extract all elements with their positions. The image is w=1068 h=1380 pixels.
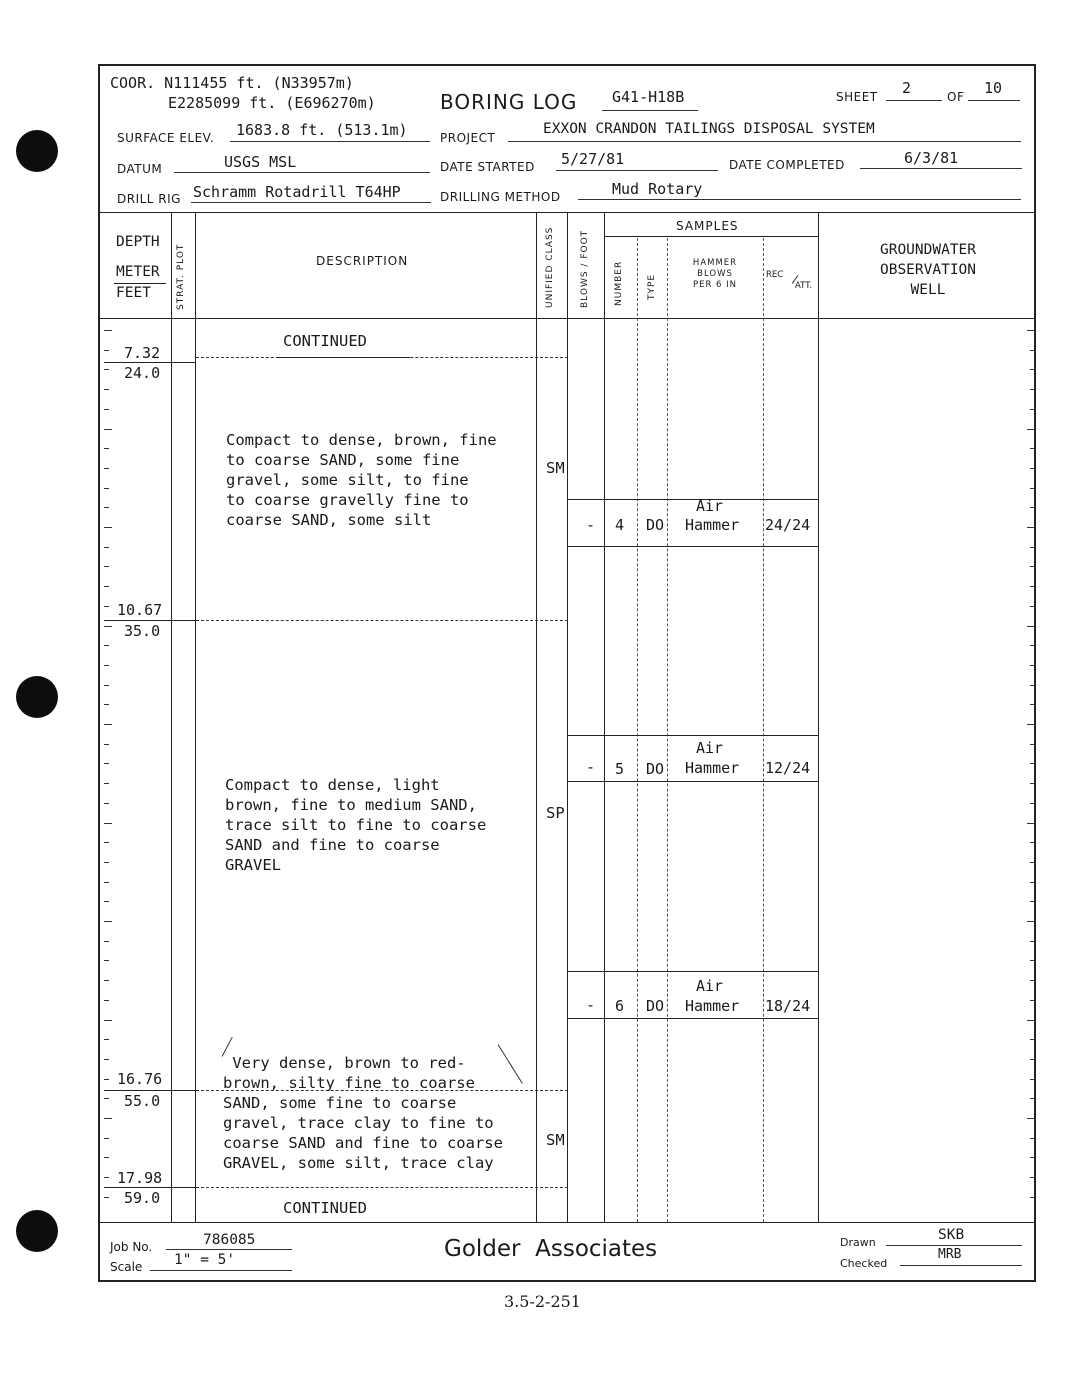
right-scale-tick xyxy=(1030,606,1035,607)
right-scale-tick xyxy=(1030,1098,1035,1099)
col-samples: SAMPLES xyxy=(676,219,739,233)
datum-underline xyxy=(174,172,430,173)
left-scale-tick xyxy=(104,763,109,764)
page-title: BORING LOG xyxy=(440,90,578,114)
right-scale-tick xyxy=(1030,901,1035,902)
sample-5-bottom xyxy=(568,781,818,782)
right-scale-tick xyxy=(1030,488,1035,489)
date-completed-value: 6/3/81 xyxy=(904,149,959,167)
log-id-underline xyxy=(602,110,698,111)
surface-elev-value: 1683.8 ft. (513.1m) xyxy=(236,121,408,139)
right-scale-tick xyxy=(1030,685,1035,686)
left-scale-tick xyxy=(104,862,109,863)
right-scale-tick xyxy=(1027,1020,1035,1021)
sample-5-top xyxy=(568,735,818,736)
left-scale-tick xyxy=(104,645,109,646)
right-scale-tick xyxy=(1030,862,1035,863)
sample-4-hammer-line1: Air xyxy=(696,497,724,515)
sample-6-hammer-line2: Hammer xyxy=(685,997,740,1015)
layer-3-class: SM xyxy=(546,1131,565,1149)
layer-1-description: Compact to dense, brown, fine to coarse SAND, some fine gravel, some silt, to fine to coarse gravelly fine to coarse SAND, some silt xyxy=(226,431,497,529)
punch-hole-middle xyxy=(16,676,58,718)
scale-underline xyxy=(150,1270,292,1271)
layer-2-description: Compact to dense, light brown, fine to medium SAND, trace silt to fine to coarse SAND and fine to coarse GRAVEL xyxy=(225,776,487,874)
left-scale-tick xyxy=(104,389,109,390)
right-scale-tick xyxy=(1030,1177,1035,1178)
sample-4-hammer-line2: Hammer xyxy=(685,516,740,534)
left-scale-tick xyxy=(104,606,109,607)
col-meter: METER xyxy=(116,264,160,280)
right-scale-tick xyxy=(1030,507,1035,508)
left-scale-tick xyxy=(104,842,109,843)
right-scale-tick xyxy=(1030,389,1035,390)
left-scale-tick xyxy=(104,665,109,666)
sheet-number: 2 xyxy=(902,79,912,97)
right-scale-tick xyxy=(1030,941,1035,942)
layer-2-class: SP xyxy=(546,804,565,822)
depth-1-divider xyxy=(104,362,196,363)
drill-rig-label: DRILL RIG xyxy=(117,192,181,206)
right-scale-tick xyxy=(1027,626,1035,627)
coordinates-north: COOR. N111455 ft. (N33957m) xyxy=(110,74,354,92)
date-completed-underline xyxy=(860,168,1022,169)
left-scale-tick xyxy=(104,507,109,508)
left-scale-tick xyxy=(104,960,109,961)
boundary-sm-sp xyxy=(196,620,568,621)
depth-2-feet: 35.0 xyxy=(124,622,161,640)
col-gw-line3: WELL xyxy=(910,282,946,298)
sample-5-type: DO xyxy=(646,760,665,778)
sample-5-number: 5 xyxy=(615,760,625,778)
right-scale-tick xyxy=(1027,724,1035,725)
samples-header-line xyxy=(604,236,818,237)
punch-hole-top xyxy=(16,130,58,172)
left-scale-tick xyxy=(104,1059,109,1060)
right-scale-tick xyxy=(1027,429,1035,430)
left-scale-tick xyxy=(104,488,109,489)
sample-6-top xyxy=(568,971,818,972)
right-scale-tick xyxy=(1027,823,1035,824)
drilling-method-underline xyxy=(578,199,1021,200)
date-completed-label: DATE COMPLETED xyxy=(729,158,845,172)
surface-elev-label: SURFACE ELEV. xyxy=(117,131,215,145)
right-scale-tick xyxy=(1027,527,1035,528)
job-number-underline xyxy=(166,1249,292,1250)
depth-1-feet: 24.0 xyxy=(124,364,161,382)
right-scale-tick xyxy=(1027,330,1035,331)
left-scale-tick xyxy=(104,1020,112,1021)
number-left-line xyxy=(604,212,605,1222)
footer-separator xyxy=(99,1222,1035,1223)
sheet-label: SHEET xyxy=(836,90,878,104)
sheet-total-underline xyxy=(968,100,1020,101)
right-scale-tick xyxy=(1030,1079,1035,1080)
col-gw-line2: OBSERVATION xyxy=(879,262,977,278)
left-scale-tick xyxy=(104,803,109,804)
right-scale-tick xyxy=(1030,665,1035,666)
col-rec: REC xyxy=(766,270,784,280)
punch-hole-bottom xyxy=(16,1210,58,1252)
left-scale-tick xyxy=(104,626,112,627)
right-scale-tick xyxy=(1030,980,1035,981)
rec-left-line xyxy=(763,238,764,1222)
checked-by: MRB xyxy=(938,1247,962,1262)
sample-6-bottom xyxy=(568,1018,818,1019)
col-hammer-line2: BLOWS xyxy=(697,269,733,279)
col-strat-plot: STRAT. PLOT xyxy=(176,243,186,310)
left-scale-tick xyxy=(104,566,109,567)
right-scale-tick xyxy=(1030,586,1035,587)
left-scale-tick xyxy=(104,921,112,922)
col-description: DESCRIPTION xyxy=(316,254,409,268)
right-scale-tick xyxy=(1030,547,1035,548)
right-scale-tick xyxy=(1030,566,1035,567)
left-scale-tick xyxy=(104,685,109,686)
left-scale-tick xyxy=(104,1039,109,1040)
left-scale-tick xyxy=(104,901,109,902)
sample-5-blows: - xyxy=(586,758,596,776)
class-left-line xyxy=(536,212,537,1222)
sample-5-hammer-line2: Hammer xyxy=(685,759,740,777)
sheet-total: 10 xyxy=(984,79,1003,97)
drill-rig-value: Schramm Rotadrill T64HP xyxy=(193,183,401,201)
right-scale-tick xyxy=(1030,803,1035,804)
drilling-method-value: Mud Rotary xyxy=(612,180,703,198)
drawn-by: SKB xyxy=(938,1227,965,1243)
left-scale-tick xyxy=(104,941,109,942)
right-scale-tick xyxy=(1027,921,1035,922)
left-scale-tick xyxy=(104,980,109,981)
boundary-bottom xyxy=(196,1187,568,1188)
col-gw-line1: GROUNDWATER xyxy=(879,242,977,258)
left-scale-tick xyxy=(104,369,109,370)
sample-4-rec: 24/24 xyxy=(765,516,811,534)
left-scale-tick xyxy=(104,704,109,705)
left-scale-tick xyxy=(104,586,109,587)
project-underline xyxy=(508,141,1021,142)
col-type: TYPE xyxy=(647,273,657,300)
datum-value: USGS MSL xyxy=(224,153,297,171)
drill-rig-underline xyxy=(191,202,431,203)
sample-5-hammer-line1: Air xyxy=(696,739,724,757)
sample-4-blows: - xyxy=(586,516,596,534)
col-hammer-blows xyxy=(670,258,760,291)
date-started-value: 5/27/81 xyxy=(561,150,625,168)
continued-top: CONTINUED xyxy=(283,332,367,350)
continued-bottom: CONTINUED xyxy=(283,1199,367,1217)
right-scale-tick xyxy=(1030,744,1035,745)
sample-4-bottom xyxy=(568,546,818,547)
col-groundwater xyxy=(822,240,1034,300)
left-scale-tick xyxy=(104,882,109,883)
depth-3-meter: 16.76 xyxy=(117,1070,163,1088)
depth-3-feet: 55.0 xyxy=(124,1092,161,1110)
continued-top-underline xyxy=(276,357,410,358)
col-unified-class: UNIFIED CLASS xyxy=(545,226,555,308)
right-scale-tick xyxy=(1030,1157,1035,1158)
left-scale-tick xyxy=(104,468,109,469)
sample-4-top xyxy=(568,499,818,500)
right-scale-tick xyxy=(1030,1000,1035,1001)
depth-4-meter: 17.98 xyxy=(117,1169,163,1187)
right-scale-tick xyxy=(1030,1197,1035,1198)
right-scale-tick xyxy=(1030,882,1035,883)
left-scale-tick xyxy=(104,1000,109,1001)
coordinates-east: E2285099 ft. (E696270m) xyxy=(168,94,376,112)
col-att: ATT. xyxy=(795,281,813,291)
type-left-line xyxy=(637,238,638,1222)
depth-3-divider xyxy=(104,1090,196,1091)
depth-2-divider xyxy=(104,620,196,621)
right-scale-tick xyxy=(1030,645,1035,646)
depth-4-feet: 59.0 xyxy=(124,1189,161,1207)
left-scale-tick xyxy=(104,1138,109,1139)
layer-1-class: SM xyxy=(546,459,565,477)
sample-6-hammer-line1: Air xyxy=(696,977,724,995)
scale-label: Scale xyxy=(110,1260,143,1274)
gw-left-line xyxy=(818,212,819,1222)
depth-1-meter: 7.32 xyxy=(124,344,161,362)
meter-feet-divider xyxy=(114,283,166,284)
col-hammer-line3: PER 6 IN xyxy=(692,280,738,290)
right-scale-tick xyxy=(1030,704,1035,705)
left-scale-tick xyxy=(104,429,112,430)
log-id: G41-H18B xyxy=(612,88,685,106)
strat-plot-right-line xyxy=(195,212,196,1222)
layer-3-description: Very dense, brown to red- brown, silty fine to coarse SAND, some fine to coarse gravel, trace clay to fine to coarse SAND and fine to coarse GRAVEL, some silt, trace clay xyxy=(223,1054,503,1172)
company-name: Golder Associates xyxy=(444,1236,658,1262)
depth-4-divider xyxy=(104,1187,196,1188)
scale-value: 1" = 5' xyxy=(174,1252,236,1268)
depth-2-meter: 10.67 xyxy=(117,601,163,619)
of-label: OF xyxy=(947,90,965,104)
left-scale-tick xyxy=(104,724,112,725)
drawn-label: Drawn xyxy=(840,1236,876,1249)
right-scale-tick xyxy=(1030,783,1035,784)
right-scale-tick xyxy=(1030,448,1035,449)
checked-underline xyxy=(900,1265,1022,1266)
left-scale-tick xyxy=(104,1157,109,1158)
left-scale-tick xyxy=(104,1197,109,1198)
left-scale-tick xyxy=(104,1177,109,1178)
left-scale-tick xyxy=(104,330,112,331)
drawn-underline xyxy=(886,1245,1022,1246)
hammer-left-line xyxy=(667,238,668,1222)
col-hammer-line1: HAMMER xyxy=(692,258,738,268)
col-feet: FEET xyxy=(116,285,151,301)
left-scale-tick xyxy=(104,823,112,824)
right-scale-tick xyxy=(1030,960,1035,961)
sample-4-number: 4 xyxy=(615,516,625,534)
right-scale-tick xyxy=(1030,1138,1035,1139)
right-scale-tick xyxy=(1030,1039,1035,1040)
strat-plot-left-line xyxy=(171,212,172,1222)
drilling-method-label: DRILLING METHOD xyxy=(440,190,561,204)
left-scale-tick xyxy=(104,547,109,548)
checked-label: Checked xyxy=(840,1257,888,1270)
right-scale-tick xyxy=(1030,468,1035,469)
col-depth: DEPTH xyxy=(116,234,160,250)
left-scale-tick xyxy=(104,350,109,351)
sheet-number-underline xyxy=(886,100,942,101)
right-scale-tick xyxy=(1030,763,1035,764)
right-scale-tick xyxy=(1030,369,1035,370)
right-scale-tick xyxy=(1030,1059,1035,1060)
job-number: 786085 xyxy=(203,1232,256,1248)
left-scale-tick xyxy=(104,409,109,410)
sample-6-rec: 18/24 xyxy=(765,997,811,1015)
datum-label: DATUM xyxy=(117,162,163,176)
sample-6-type: DO xyxy=(646,997,665,1015)
right-scale-tick xyxy=(1030,350,1035,351)
left-scale-tick xyxy=(104,1118,112,1119)
project-label: PROJECT xyxy=(440,131,496,145)
left-scale-tick xyxy=(104,1098,109,1099)
left-scale-tick xyxy=(104,783,109,784)
blows-left-line xyxy=(567,212,568,1222)
surface-elev-underline xyxy=(230,141,430,142)
col-blows-foot: BLOWS / FOOT xyxy=(580,229,590,308)
page-number: 3.5-2-251 xyxy=(504,1292,581,1311)
sample-4-type: DO xyxy=(646,516,665,534)
date-started-underline xyxy=(556,170,718,171)
left-scale-tick xyxy=(104,448,109,449)
sample-5-rec: 12/24 xyxy=(765,759,811,777)
job-label: Job No. xyxy=(110,1240,153,1254)
left-scale-tick xyxy=(104,527,112,528)
right-scale-tick xyxy=(1030,842,1035,843)
col-number: NUMBER xyxy=(614,260,624,306)
right-scale-tick xyxy=(1030,409,1035,410)
right-scale-tick xyxy=(1027,1118,1035,1119)
sample-6-number: 6 xyxy=(615,997,625,1015)
left-scale-tick xyxy=(104,1079,109,1080)
left-scale-tick xyxy=(104,744,109,745)
project-value: EXXON CRANDON TAILINGS DISPOSAL SYSTEM xyxy=(543,121,875,137)
date-started-label: DATE STARTED xyxy=(440,160,535,174)
sample-6-blows: - xyxy=(586,996,596,1014)
